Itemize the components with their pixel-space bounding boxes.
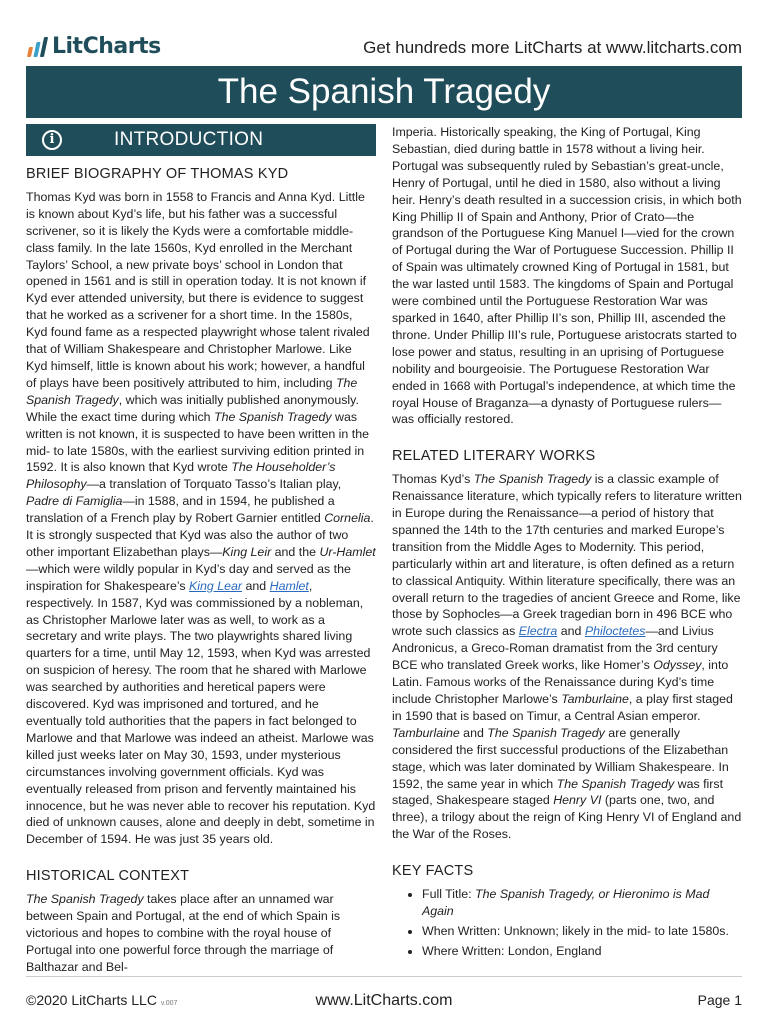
hamlet-link[interactable]: Hamlet (269, 578, 309, 593)
electra-link[interactable]: Electra (518, 624, 558, 639)
page-header (0, 0, 768, 62)
document-title: The Spanish Tragedy (26, 66, 742, 118)
philoctetes-link[interactable]: Philoctetes (584, 624, 646, 639)
left-column (26, 124, 376, 976)
key-facts-list (392, 886, 742, 960)
related-works-heading: RELATED LITERARY WORKS (392, 448, 596, 465)
fact-where-written: • Where Written: London, England (422, 943, 742, 960)
key-facts-heading: KEY FACTS (392, 863, 474, 880)
fact-when-written: • When Written: Unknown; likely in the mid- to late 1580s. (422, 923, 742, 940)
king-lear-link[interactable]: King Lear (189, 578, 243, 593)
introduction-section-bar (26, 124, 376, 156)
historical-context-heading: HISTORICAL CONTEXT (26, 868, 190, 885)
biography-heading: BRIEF BIOGRAPHY OF THOMAS KYD (26, 166, 289, 182)
footer-version: v.007 (160, 1000, 178, 1007)
historical-context-text: The Spanish Tragedy takes place after an unnamed war between Spain and Portugal, at the end of which Spain is victorious and hopes to combine with the royal house of Portugal into one powerful force through the marriage of Balthazar and Bel- (26, 892, 341, 974)
introduction-label: INTRODUCTION (114, 128, 264, 150)
footer-page-number: Page 1 (697, 992, 742, 1008)
logo-text: LitCharts (52, 34, 161, 59)
logo-bars-icon (28, 37, 46, 57)
footer-site-link[interactable]: www.LitCharts.com (315, 992, 453, 1009)
footer-divider (26, 976, 742, 977)
biography-text: Thomas Kyd was born in 1558 to Francis and Anna Kyd. Little is known about Kyd’s life, but his father was a successful scrivener, so it is likely the Kyds were a comfortable middle-class family. In the late 1560s, Kyd enrolled in the Merchant Taylors’ School, a new private boys’ school in London that opened in 1561 and is still in operation today. It is not known if Kyd ever attended university, but there is evidence to suggest that he worked as a scrivener for a short time. In the 1580s, Kyd found fame as a respected playwright whose talent rivaled that of William Shakespeare and Christopher Marlowe. Like Kyd himself, little is known about his work; however, a handful of plays have been positively attributed to him, including The Spanish Tragedy, which was initially published anonymously. While the exact time during which The Spanish Tragedy was written is not known, it is suspected to have been written in the mid- to late 1580s, with the earliest surviving edition printed in 1592. It is also known that Kyd wrote The Householder’s Philosophy—a translation of Torquato Tasso’s Italian play, Padre di Famiglia—in 1588, and in 1594, he published a translation of a French play by Robert Garnier entitled Cornelia. It is strongly suspected that Kyd was also the author of two other important Elizabethan plays—King Leir and the Ur-Hamlet—which were wildly popular in Kyd’s day and served as the inspiration for Shakespeare’s King Lear and Hamlet, respectively. In 1587, Kyd was commissioned by a nobleman, as Christopher Marlowe later was as well, to work as a secretary and write plays. The two playwrights shared living quarters for a time, until May 12, 1593, when Kyd was arrested on suspicion of heresy. The room that he shared with Marlowe was searched by authorities and heretical papers were discovered. Kyd was imprisoned and tortured, and he eventually told authorities that the papers in fact belonged to Marlowe and that Marlowe was indeed an atheist. Marlowe was killed just weeks later on May 30, 1593, under mysterious circumstances involving government officials. Kyd was eventually released from prison and fervently maintained his innocence, but he was never able to recover his reputation. Kyd died of unknown causes, alone and deeply in debt, sometime in December of 1594. He was just 35 years old. (26, 189, 376, 847)
litcharts-logo[interactable] (28, 34, 161, 59)
historical-context-continued: Imperia. Historically speaking, the King of Portugal, King Sebastian, died during battle in 1578 without a living heir. Portugal was subsequently ruled by Sebastian’s great-uncle, Henry of Portugal, until he died in 1580, also without a living heir. Henry’s death resulted in a succession crisis, in which both King Phillip II of Spain and Anthony, Prior of Crato—the grandson of the Portuguese King Manuel I—vied for the crown of Portugal during the War of Portuguese Succession. Phillip II of Spain was ultimately crowned King of Portugal in 1581, but the war lasted until 1583. The kingdoms of Spain and Portugal were combined until the Portuguese Restoration War was sparked in 1640, after Phillip II’s son, Phillip III, ascended the throne. Under Phillip III’s rule, Portuguese aristocrats started to lose power and status, resulting in an uprising of Portuguese nobility and bourgeoisie. The Portuguese Restoration War ended in 1668 with Portugal’s independence, at which time the royal House of Braganza—a dynasty of Portuguese rulers—was officially restored. (392, 125, 742, 427)
right-column (392, 124, 742, 963)
info-icon: i (42, 130, 62, 150)
fact-full-title: • Full Title: The Spanish Tragedy, or Hieronimo is Mad Again (422, 886, 742, 920)
header-tagline[interactable]: Get hundreds more LitCharts at www.litcharts.com (363, 38, 742, 57)
footer-copyright: ©2020 LitCharts LLC v.007 (26, 992, 178, 1008)
related-works-text: Thomas Kyd’s The Spanish Tragedy is a classic example of Renaissance literature, which typically refers to literature written in Europe during the Renaissance—a period of history that spanned the 14th to the 17th centuries and marked Europe’s transition from the Middle Ages to Modernity. This period, particularly within art and literature, is often defined as a return to classical Antiquity. Within literature specifically, there was an overall return to the tragedies of ancient Greece and Rome, like those by Sophocles—a Greek tragedian born in 496 BCE who wrote such classics as Electra and Philoctetes—and Livius Andronicus, a Greco-Roman dramatist from the 3rd century BCE who translated Greek works, like Homer’s Odyssey, into Latin. Famous works of the Renaissance during Kyd’s time include Christopher Marlowe’s Tamburlaine, a play first staged in 1590 that is based on Timur, a Central Asian emperor. Tamburlaine and The Spanish Tragedy are generally considered the first successful productions of the Elizabethan stage, which was later dominated by William Shakespeare. In 1592, the same year in which The Spanish Tragedy was first staged, Shakespeare staged Henry VI (parts one, two, and three), a trilogy about the reign of King Henry VI of England and the War of the Roses. (392, 472, 742, 842)
